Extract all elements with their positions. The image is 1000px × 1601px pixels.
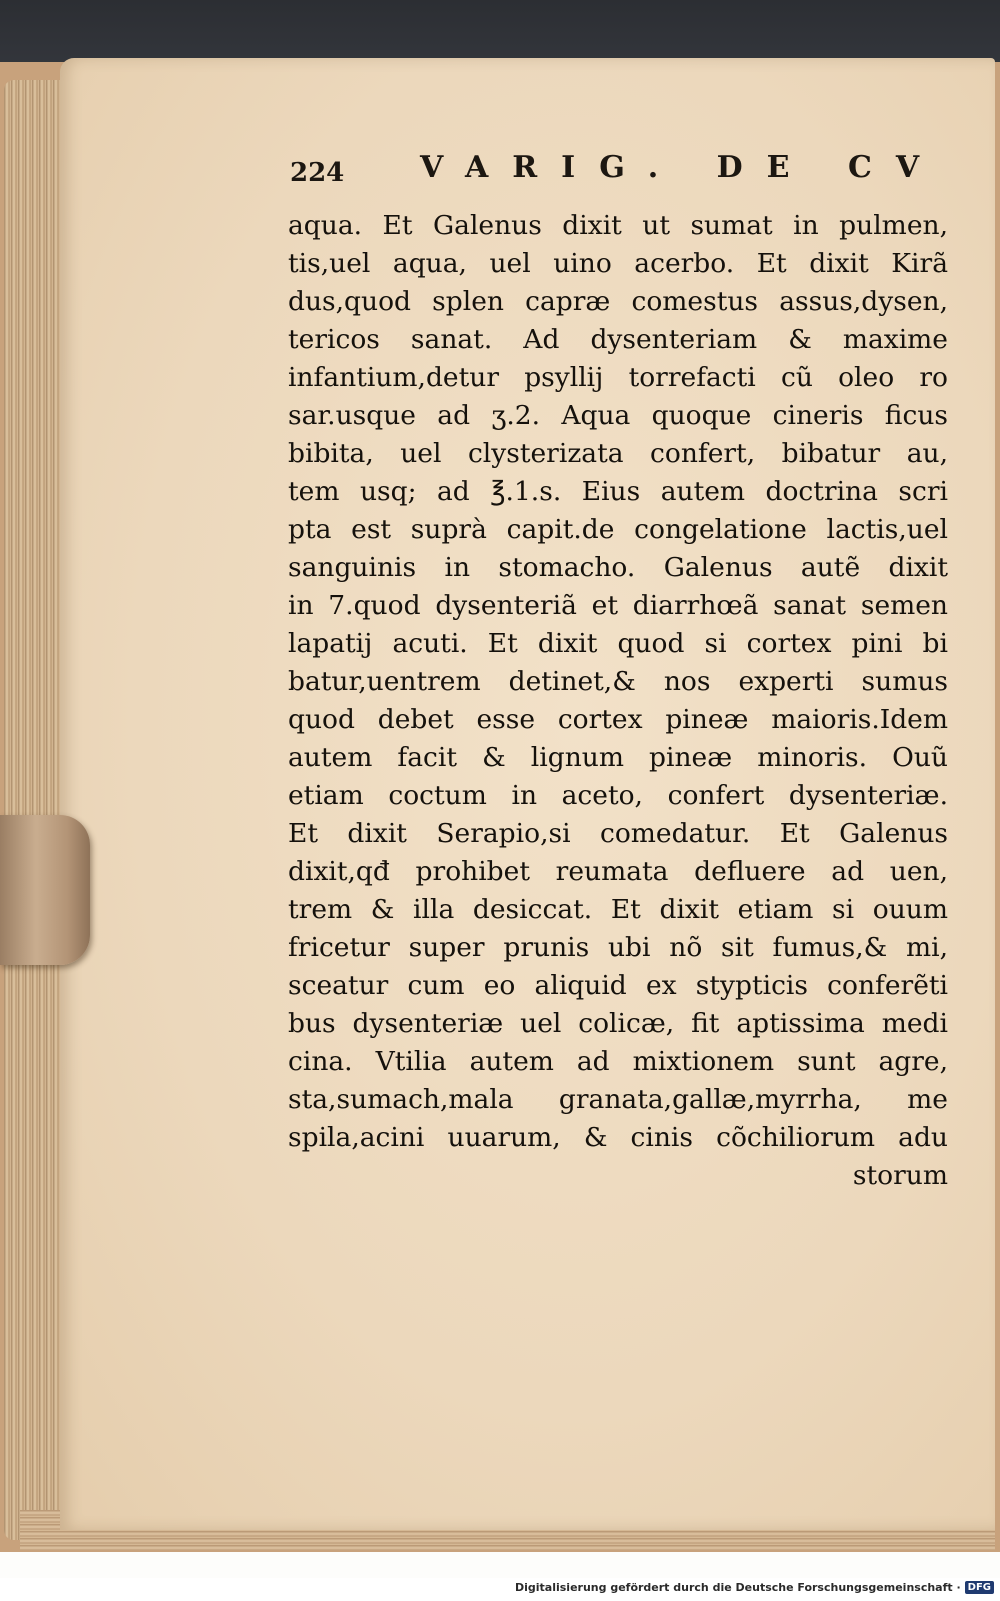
footer-credit (515, 1581, 994, 1594)
text-line: aqua. Et Galenus dixit ut sumat in pulmen, (288, 210, 948, 241)
footer-credit-text: Digitalisierung gefördert durch die Deutsche Forschungsgemeinschaft · (514, 1581, 961, 1594)
dfg-logo: DFG (965, 1581, 994, 1594)
text-line: sanguinis in stomacho. Galenus autẽ dixit (288, 552, 948, 583)
text-line: in 7.quod dysenteriã et diarrhœã sanat semen (288, 590, 948, 621)
text-line: trem & illa desiccat. Et dixit etiam si ouum (288, 894, 948, 925)
text-line: autem facit & lignum pineæ minoris. Ouũ (288, 742, 948, 773)
text-line: storum (852, 1160, 948, 1191)
body-text (288, 207, 948, 1195)
text-line: spila,acini uuarum, & cinis cõchiliorum adu (288, 1122, 948, 1153)
text-line: tem usq; ad ℥.1.s. Eius autem doctrina scri (288, 476, 948, 507)
text-line: sta,sumach,mala granata,gallæ,myrrha, me (288, 1084, 948, 1115)
page-number: 224 (290, 158, 345, 188)
text-line: pta est suprà capit.de congelatione lactis,uel (288, 514, 948, 545)
page-clip (0, 815, 90, 965)
text-line: batur,uentrem detinet,& nos experti sumus (288, 666, 948, 697)
text-line: fricetur super prunis ubi nõ sit fumus,& mi, (288, 932, 948, 963)
text-line: sar.usque ad ʒ.2. Aqua quoque cineris ficus (288, 400, 948, 431)
text-line: etiam coctum in aceto, confert dysenteriæ. (288, 780, 948, 811)
text-line: lapatij acuti. Et dixit quod si cortex pini bi (288, 628, 948, 659)
text-line: dixit,qđ prohibet reumata defluere ad uen, (288, 856, 948, 887)
text-line: quod debet esse cortex pineæ maioris.Idem (288, 704, 948, 735)
text-line: infantium,detur psyllij torrefacti cũ oleo ro (288, 362, 948, 393)
text-line: tericos sanat. Ad dysenteriam & maxime (288, 324, 948, 355)
text-line: tis,uel aqua, uel uino acerbo. Et dixit Kirã (288, 248, 948, 279)
text-line: bibita, uel clysterizata confert, bibatur au, (288, 438, 948, 469)
text-line: dus,quod splen capræ comestus assus,dysen, (288, 286, 948, 317)
text-line: cina. Vtilia autem ad mixtionem sunt agre, (288, 1046, 948, 1077)
text-line: Et dixit Serapio,si comedatur. Et Galenus (288, 818, 948, 849)
running-head-title: VARIG. DE CV (420, 150, 944, 185)
text-line: bus dysenteriæ uel colicæ, fit aptissima medi (288, 1008, 948, 1039)
text-line: sceatur cum eo aliquid ex stypticis conferẽti (288, 970, 948, 1001)
